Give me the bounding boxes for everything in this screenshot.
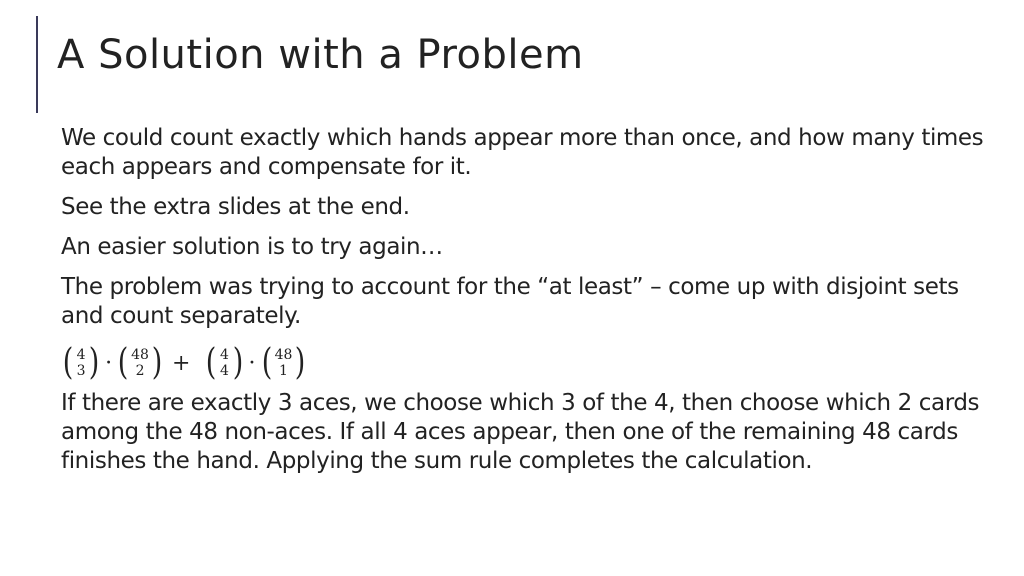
multiply-dot: · (248, 350, 256, 376)
binom-bottom: 3 (76, 363, 86, 379)
title-accent-bar (36, 16, 38, 113)
left-paren: ( (62, 342, 74, 383)
paragraph-at-least: The problem was trying to account for the “at least” – come up with disjoint sets and count separately. (61, 274, 959, 329)
slide-title: A Solution with a Problem (57, 32, 584, 78)
binom-bottom: 2 (135, 363, 145, 379)
paragraph-extra-slides: See the extra slides at the end. (61, 194, 410, 220)
right-paren: ) (151, 342, 163, 383)
binom-top: 48 (274, 347, 293, 363)
slide-body (61, 124, 996, 487)
binom-bottom: 1 (279, 363, 288, 379)
right-paren: ) (88, 342, 100, 383)
binom-top: 4 (76, 347, 86, 363)
paragraph-compensate: We could count exactly which hands appear more than once, and how many times each appears and compensate for it. (61, 125, 984, 180)
left-paren: ( (206, 342, 217, 383)
paragraph-explanation: If there are exactly 3 aces, we choose which 3 of the 4, then choose which 2 cards among the 48 non-aces. If all 4 aces appear, then one of the remaining 48 cards finishes the hand. Applying the sum rule completes the calculation. (61, 390, 980, 474)
binomial-4-choose-3 (61, 343, 101, 383)
binomial-formula (61, 342, 996, 384)
left-paren: ( (117, 342, 129, 383)
binom-top: 48 (131, 347, 149, 363)
paragraph-easier-solution: An easier solution is to try again… (61, 234, 443, 260)
binom-top: 4 (220, 347, 229, 363)
multiply-dot: · (105, 350, 113, 376)
right-paren: ) (232, 342, 243, 383)
left-paren: ( (261, 342, 272, 383)
right-paren: ) (295, 342, 306, 383)
binomial-4-choose-4 (204, 343, 244, 383)
binom-bottom: 4 (220, 363, 229, 379)
binomial-48-choose-2 (116, 343, 164, 383)
plus-sign: + (172, 350, 191, 376)
binomial-48-choose-1 (260, 343, 308, 383)
